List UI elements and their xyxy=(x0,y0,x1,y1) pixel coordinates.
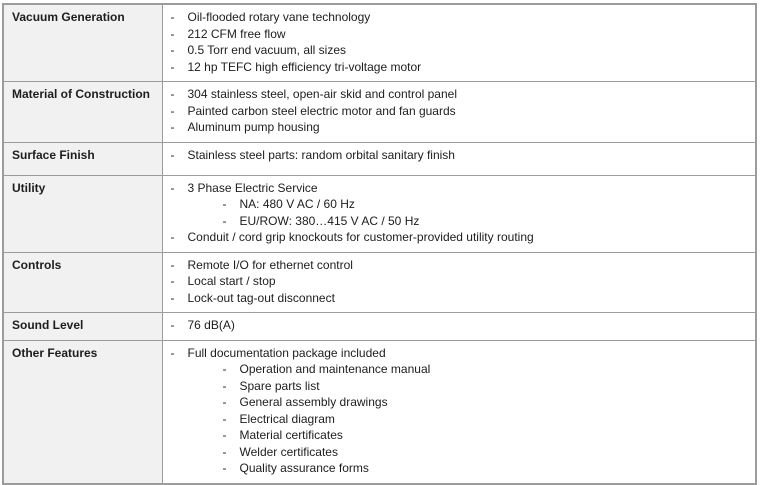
spec-row-label: Sound Level xyxy=(3,313,162,341)
spec-row-label: Surface Finish xyxy=(3,142,162,175)
spec-sub-item-line xyxy=(223,427,748,444)
bullet-dash: - xyxy=(170,120,175,134)
spec-item xyxy=(171,317,748,334)
bullet-dash: - xyxy=(170,26,175,41)
bullet-dash: - xyxy=(222,362,227,376)
spec-sub-item xyxy=(223,378,748,395)
specifications-table-body xyxy=(3,4,756,484)
spec-row xyxy=(3,82,756,143)
spec-item xyxy=(171,86,748,103)
spec-item-line xyxy=(171,86,748,103)
spec-sub-item-line xyxy=(223,394,748,411)
spec-item-line xyxy=(171,42,748,59)
spec-item-line xyxy=(171,180,748,197)
spec-row xyxy=(3,340,756,484)
bullet-dash: - xyxy=(170,257,175,272)
spec-item-text: Local start / stop xyxy=(187,274,276,288)
spec-item-list xyxy=(171,86,748,136)
spec-sub-item xyxy=(223,411,748,428)
spec-sub-item-line xyxy=(223,378,748,395)
spec-item-list xyxy=(171,180,748,246)
bullet-dash: - xyxy=(222,213,227,228)
spec-item xyxy=(171,229,748,246)
spec-item-line xyxy=(171,147,748,164)
spec-row-details xyxy=(162,82,756,143)
spec-sub-item-text: Electrical diagram xyxy=(239,411,335,426)
spec-item xyxy=(171,9,748,26)
spec-item-line xyxy=(171,103,748,120)
spec-sub-item-text: Welder certificates xyxy=(239,444,338,459)
spec-row-details xyxy=(162,252,756,313)
spec-item-list xyxy=(171,345,748,477)
spec-row-label: Material of Construction xyxy=(3,82,162,143)
spec-item-text: Aluminum pump housing xyxy=(187,120,320,134)
spec-item-text: Oil-flooded rotary vane technology xyxy=(187,10,371,24)
spec-item-text: 212 CFM free flow xyxy=(187,26,286,41)
bullet-dash: - xyxy=(170,290,175,305)
spec-row-details xyxy=(162,313,756,341)
spec-row-label: Other Features xyxy=(3,340,162,484)
spec-item-text: 304 stainless steel, open-air skid and control panel xyxy=(187,87,457,101)
spec-item xyxy=(171,119,748,136)
spec-item-text: Full documentation package included xyxy=(187,345,386,360)
spec-item xyxy=(171,345,748,477)
bullet-dash: - xyxy=(170,274,175,288)
spec-sub-item-text: EU/ROW: 380…415 V AC / 50 Hz xyxy=(239,213,420,228)
spec-row-label: Vacuum Generation xyxy=(3,4,162,82)
spec-item xyxy=(171,103,748,120)
spec-item-text: Painted carbon steel electric motor and fan guards xyxy=(187,103,456,118)
bullet-dash: - xyxy=(222,411,227,426)
spec-item-line xyxy=(171,273,748,290)
spec-item-list xyxy=(171,9,748,75)
spec-sub-item-text: Operation and maintenance manual xyxy=(239,362,431,376)
spec-sub-item-line xyxy=(223,213,748,230)
spec-item-line xyxy=(171,229,748,246)
spec-item-list xyxy=(171,317,748,334)
spec-sub-item xyxy=(223,394,748,411)
spec-sub-item-text: NA: 480 V AC / 60 Hz xyxy=(239,197,355,211)
spec-item-text: 12 hp TEFC high efficiency tri-voltage motor xyxy=(187,59,422,74)
spec-sub-item xyxy=(223,196,748,213)
spec-sub-item xyxy=(223,444,748,461)
spec-item xyxy=(171,147,748,164)
spec-item xyxy=(171,180,748,230)
bullet-dash: - xyxy=(170,43,175,57)
spec-item xyxy=(171,59,748,76)
spec-sub-item-line xyxy=(223,460,748,477)
spec-item xyxy=(171,26,748,43)
spec-row xyxy=(3,142,756,175)
bullet-dash: - xyxy=(170,87,175,101)
spec-sub-item xyxy=(223,213,748,230)
spec-item-line xyxy=(171,317,748,334)
bullet-dash: - xyxy=(170,10,175,24)
spec-item-list xyxy=(171,257,748,307)
spec-item-list xyxy=(171,147,748,164)
bullet-dash: - xyxy=(222,428,227,442)
spec-sub-item-line xyxy=(223,411,748,428)
spec-row xyxy=(3,252,756,313)
specifications-table xyxy=(2,3,757,485)
spec-item-line xyxy=(171,59,748,76)
spec-item-line xyxy=(171,26,748,43)
bullet-dash: - xyxy=(170,230,175,244)
spec-item xyxy=(171,257,748,274)
bullet-dash: - xyxy=(222,395,227,409)
spec-item-line xyxy=(171,9,748,26)
spec-row xyxy=(3,313,756,341)
bullet-dash: - xyxy=(222,444,227,459)
spec-row-details xyxy=(162,142,756,175)
spec-sub-item xyxy=(223,427,748,444)
bullet-dash: - xyxy=(170,103,175,118)
bullet-dash: - xyxy=(170,318,175,332)
spec-item-text: Stainless steel parts: random orbital sanitary finish xyxy=(187,147,455,162)
spec-sub-item-line xyxy=(223,196,748,213)
spec-sub-item xyxy=(223,361,748,378)
spec-item-line xyxy=(171,119,748,136)
spec-item-text: Remote I/O for ethernet control xyxy=(187,257,353,272)
spec-item-line xyxy=(171,290,748,307)
spec-item-text: 0.5 Torr end vacuum, all sizes xyxy=(187,43,347,57)
spec-row-label: Controls xyxy=(3,252,162,313)
spec-row-details xyxy=(162,175,756,252)
bullet-dash: - xyxy=(222,197,227,211)
spec-row xyxy=(3,4,756,82)
spec-sub-item-text: Quality assurance forms xyxy=(239,461,369,475)
spec-row-label: Utility xyxy=(3,175,162,252)
spec-row-details xyxy=(162,4,756,82)
spec-sub-item xyxy=(223,460,748,477)
spec-sub-item-line xyxy=(223,361,748,378)
spec-item-line xyxy=(171,257,748,274)
spec-row-details xyxy=(162,340,756,484)
spec-sub-item-text: General assembly drawings xyxy=(239,395,388,409)
bullet-dash: - xyxy=(222,378,227,393)
spec-item-text: Lock-out tag-out disconnect xyxy=(187,290,335,305)
bullet-dash: - xyxy=(170,180,175,195)
spec-sub-item-list xyxy=(171,361,748,477)
spec-item-text: 76 dB(A) xyxy=(187,318,235,332)
spec-sub-item-line xyxy=(223,444,748,461)
spec-item xyxy=(171,42,748,59)
bullet-dash: - xyxy=(170,147,175,162)
bullet-dash: - xyxy=(170,345,175,360)
spec-sub-item-text: Spare parts list xyxy=(239,378,320,393)
spec-item-line xyxy=(171,345,748,362)
spec-row xyxy=(3,175,756,252)
bullet-dash: - xyxy=(170,59,175,74)
spec-sub-item-list xyxy=(171,196,748,229)
spec-item xyxy=(171,273,748,290)
spec-item-text: 3 Phase Electric Service xyxy=(187,180,318,195)
spec-sub-item-text: Material certificates xyxy=(239,428,343,442)
bullet-dash: - xyxy=(222,461,227,475)
spec-item xyxy=(171,290,748,307)
spec-item-text: Conduit / cord grip knockouts for customer-provided utility routing xyxy=(187,230,534,244)
